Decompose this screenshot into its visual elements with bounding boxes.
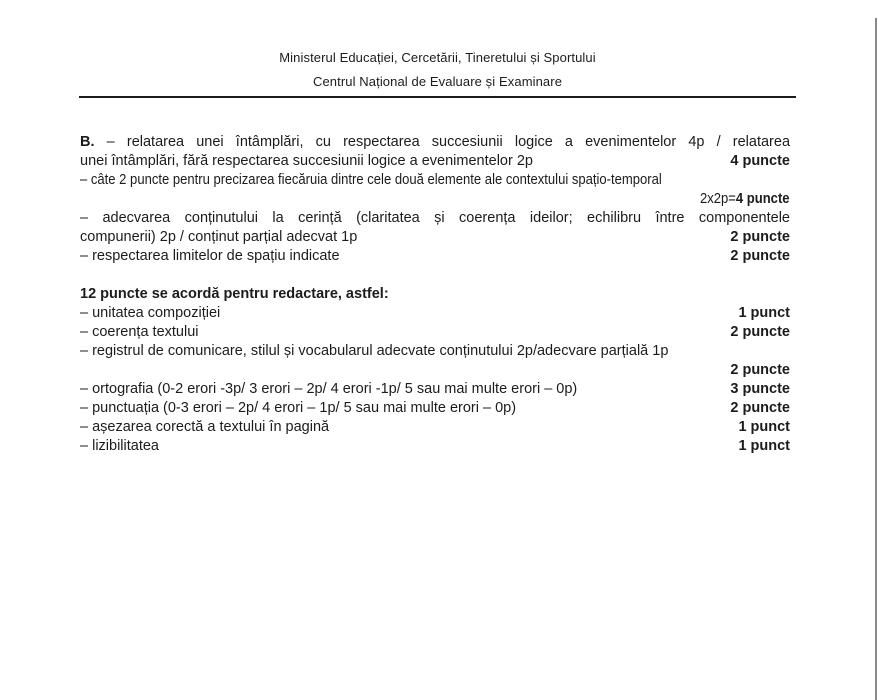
- rubric-text: – câte 2 puncte pentru precizarea fiecăruia dintre cele două elemente ale contextului spațio-temporal: [80, 172, 662, 188]
- points-value: 2 puncte: [730, 248, 790, 264]
- rubric-line-r5: [80, 380, 790, 399]
- rubric-line-b2: [80, 152, 790, 171]
- rubric-text: – registrul de comunicare, stilul și vocabularul adecvate conținutului 2p/adecvare parțială 1p: [80, 343, 669, 359]
- rubric-text: – ortografia (0-2 erori -3p/ 3 erori – 2p/ 4 erori -1p/ 5 sau mai multe erori – 0p): [80, 381, 578, 397]
- points-value: 1 punct: [738, 438, 790, 454]
- rubric-text: – punctuația (0-3 erori – 2p/ 4 erori – 1p/ 5 sau mai multe erori – 0p): [80, 400, 517, 416]
- header-rule: [79, 96, 796, 98]
- rubric-line-r7: [80, 418, 790, 437]
- points-value: 3 puncte: [730, 381, 790, 397]
- rubric-line-r8: [80, 437, 790, 456]
- points-value: 1 punct: [738, 419, 790, 435]
- rubric-text: – unitatea compoziției: [80, 305, 221, 321]
- section-gap: [80, 266, 790, 285]
- points-formula: 2x2p=: [700, 191, 737, 207]
- rubric-line-r6: [80, 399, 790, 418]
- points-value: 2 puncte: [730, 362, 790, 378]
- section-b-label: B.: [80, 134, 95, 150]
- points-value: 2 puncte: [730, 400, 790, 416]
- rubric-line-r2: [80, 323, 790, 342]
- header-ministry: Ministerul Educației, Cercetării, Tineretului și Sportului: [279, 50, 596, 65]
- rubric-line-b5: [80, 209, 790, 228]
- rubric-line-b4: [80, 190, 790, 209]
- points-value: 1 punct: [738, 305, 790, 321]
- rubric-text: – relatarea unei întâmplări, cu respectarea succesiunii logice a evenimentelor 4p / relatarea: [106, 134, 791, 150]
- header-evaluation-center: Centrul Național de Evaluare și Examinare: [312, 74, 563, 89]
- rubric-line-b1: [80, 133, 790, 152]
- rubric-text: – respectarea limitelor de spațiu indicate: [80, 248, 340, 264]
- rubric-text: – coerența textului: [80, 324, 199, 340]
- rubric-line-b3: [80, 171, 790, 190]
- rubric-text: – adecvarea conținutului la cerință (claritatea și coerența ideilor; echilibru între componentele: [80, 210, 790, 226]
- points-value: 2 puncte: [730, 229, 790, 245]
- points-value: 2 puncte: [730, 324, 790, 340]
- rubric-body: [80, 133, 790, 456]
- rubric-line-r3: [80, 342, 790, 361]
- rubric-line-b6: [80, 228, 790, 247]
- points-value: 4 puncte: [736, 191, 790, 207]
- redactare-heading: 12 puncte se acordă pentru redactare, astfel:: [80, 286, 389, 302]
- scan-edge-line: [875, 18, 877, 700]
- rubric-text: unei întâmplări, fără respectarea succesiunii logice a evenimentelor 2p: [80, 153, 533, 169]
- rubric-text: compunerii) 2p / conținut parțial adecvat 1p: [80, 229, 358, 245]
- points-value: 4 puncte: [730, 153, 790, 169]
- rubric-text: – așezarea corectă a textului în pagină: [80, 419, 330, 435]
- rubric-line-b7: [80, 247, 790, 266]
- rubric-line-r4: [80, 361, 790, 380]
- rubric-line-r1: [80, 304, 790, 323]
- rubric-text: – lizibilitatea: [80, 438, 159, 454]
